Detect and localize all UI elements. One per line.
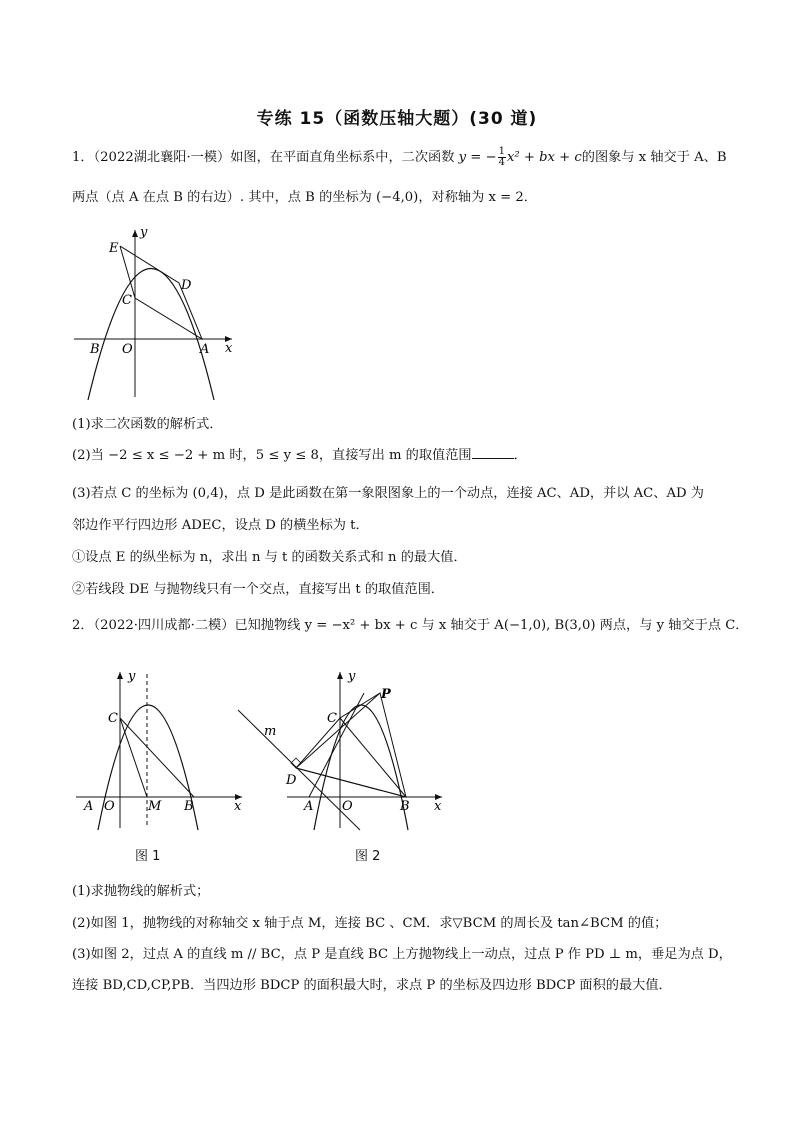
- q1-label-D: D: [181, 278, 192, 293]
- q1-label-A: A: [200, 342, 210, 357]
- q1-stem-line: [72, 147, 727, 168]
- q2-source: （2022·四川成都·二模）: [93, 618, 235, 633]
- q2f2-label-x: x: [434, 799, 442, 814]
- q2-part3-b: 连接 BD,CD,CP,PB．当四边形 BDCP 的面积最大时，求点 P 的坐标及四边形 BDCP 面积的最大值．: [72, 978, 672, 993]
- q1-part3-b: 邻边作平行四边形 ADEC，设点 D 的横坐标为 t．: [72, 518, 369, 533]
- q2f1-label-y: y: [128, 669, 136, 684]
- q1-label-O: O: [122, 342, 133, 357]
- page-title: 专练 15（函数压轴大题）(30 道): [256, 109, 538, 129]
- q1-part2-end: ．: [513, 448, 527, 463]
- q1-part3-a: (3)若点 C 的坐标为 (0,4)，点 D 是此函数在第一象限图象上的一个动点，连接 AC、AD，并以 AC、AD 为: [72, 486, 704, 501]
- q1-label-B: B: [90, 342, 100, 357]
- q2-part1: (1)求抛物线的解析式；: [72, 884, 210, 899]
- q2f2-label-A: A: [304, 799, 314, 814]
- q1-part2-line: [72, 445, 527, 466]
- q2-number: 2．: [72, 618, 94, 633]
- q1-line2: 两点（点 A 在点 B 的右边）. 其中，点 B 的坐标为 (−4,0)，对称轴为 x = 2．: [72, 190, 537, 205]
- q1-label-E: E: [109, 241, 119, 256]
- q2-figure-1: [72, 660, 252, 832]
- q1-figure: [72, 222, 242, 400]
- q1-part2: (2)当 −2 ≤ x ≤ −2 + m 时，5 ≤ y ≤ 8，直接写出 m 的取值范围: [72, 448, 472, 463]
- q1-fraction: [498, 147, 506, 168]
- q2f1-label-x: x: [234, 799, 242, 814]
- q2f2-label-P: P: [381, 687, 391, 702]
- q2f1-y-arrow: [117, 672, 123, 679]
- q2f2-quadrilateral: [296, 693, 406, 797]
- q2f2-label-C: C: [327, 711, 337, 726]
- q1-label-x: x: [225, 341, 233, 356]
- q2-part3-a: (3)如图 2，过点 A 的直线 m // BC，点 P 是直线 BC 上方抛物线上一动点，过点 P 作 PD ⊥ m，垂足为点 D，: [72, 947, 732, 962]
- q2f2-label-m: m: [264, 724, 277, 739]
- q2f1-label-O: O: [104, 799, 115, 814]
- q1-y-arrow: [132, 230, 138, 237]
- q1-part3-1: ①设点 E 的纵坐标为 n，求出 n 与 t 的函数关系式和 n 的最大值．: [72, 550, 467, 565]
- q1-answer-blank: [472, 445, 514, 459]
- q2f2-label-y: y: [348, 669, 356, 684]
- q1-part3-2: ②若线段 DE 与抛物线只有一个交点，直接写出 t 的取值范围．: [72, 582, 444, 597]
- q2f1-label-C: C: [108, 711, 118, 726]
- q1-source: （2022湖北襄阳·一模）: [93, 150, 231, 165]
- q2-fig2-caption: 图 2: [355, 849, 381, 864]
- q1-stem-a: 如图，在平面直角坐标系中，二次函数: [230, 150, 455, 165]
- q2f1-label-A: A: [84, 799, 94, 814]
- q2-stem-line: [72, 616, 748, 636]
- q1-part1: (1)求二次函数的解析式．: [72, 417, 223, 432]
- q1-number: 1．: [72, 150, 94, 165]
- q2f2-segment-BD: [296, 768, 406, 797]
- q1-frac-num: 1: [498, 146, 505, 157]
- q2f1-label-M: M: [148, 799, 162, 814]
- q2f1-label-B: B: [184, 799, 194, 814]
- q1-frac-den: 4: [498, 157, 505, 168]
- q1-func-suffix: x² + bx + c: [506, 150, 582, 165]
- q2f2-y-arrow: [337, 672, 343, 679]
- q1-label-C: C: [122, 293, 132, 308]
- q2-stem: 已知抛物线 y = −x² + bx + c 与 x 轴交于 A(−1,0), B(3,0) 两点，与 y 轴交于点 C．: [234, 618, 749, 633]
- q2f1-segments: [120, 718, 194, 797]
- q2f2-segment-PD: [296, 693, 380, 768]
- q2f2-label-B: B: [400, 799, 410, 814]
- q2-fig1-caption: 图 1: [135, 849, 161, 864]
- q2-part2: (2)如图 1，抛物线的对称轴交 x 轴于点 M，连接 BC 、CM．求▽BCM 的周长及 tan∠BCM 的值；: [72, 916, 668, 931]
- q2f2-label-O: O: [342, 799, 353, 814]
- q1-stem-b: 的图象与 x 轴交于 A、B: [581, 150, 727, 165]
- q1-func-prefix: y = −: [458, 150, 497, 165]
- q2f2-label-D: D: [286, 773, 297, 788]
- q2-figure-2: [232, 660, 447, 832]
- q1-label-y: y: [140, 225, 148, 240]
